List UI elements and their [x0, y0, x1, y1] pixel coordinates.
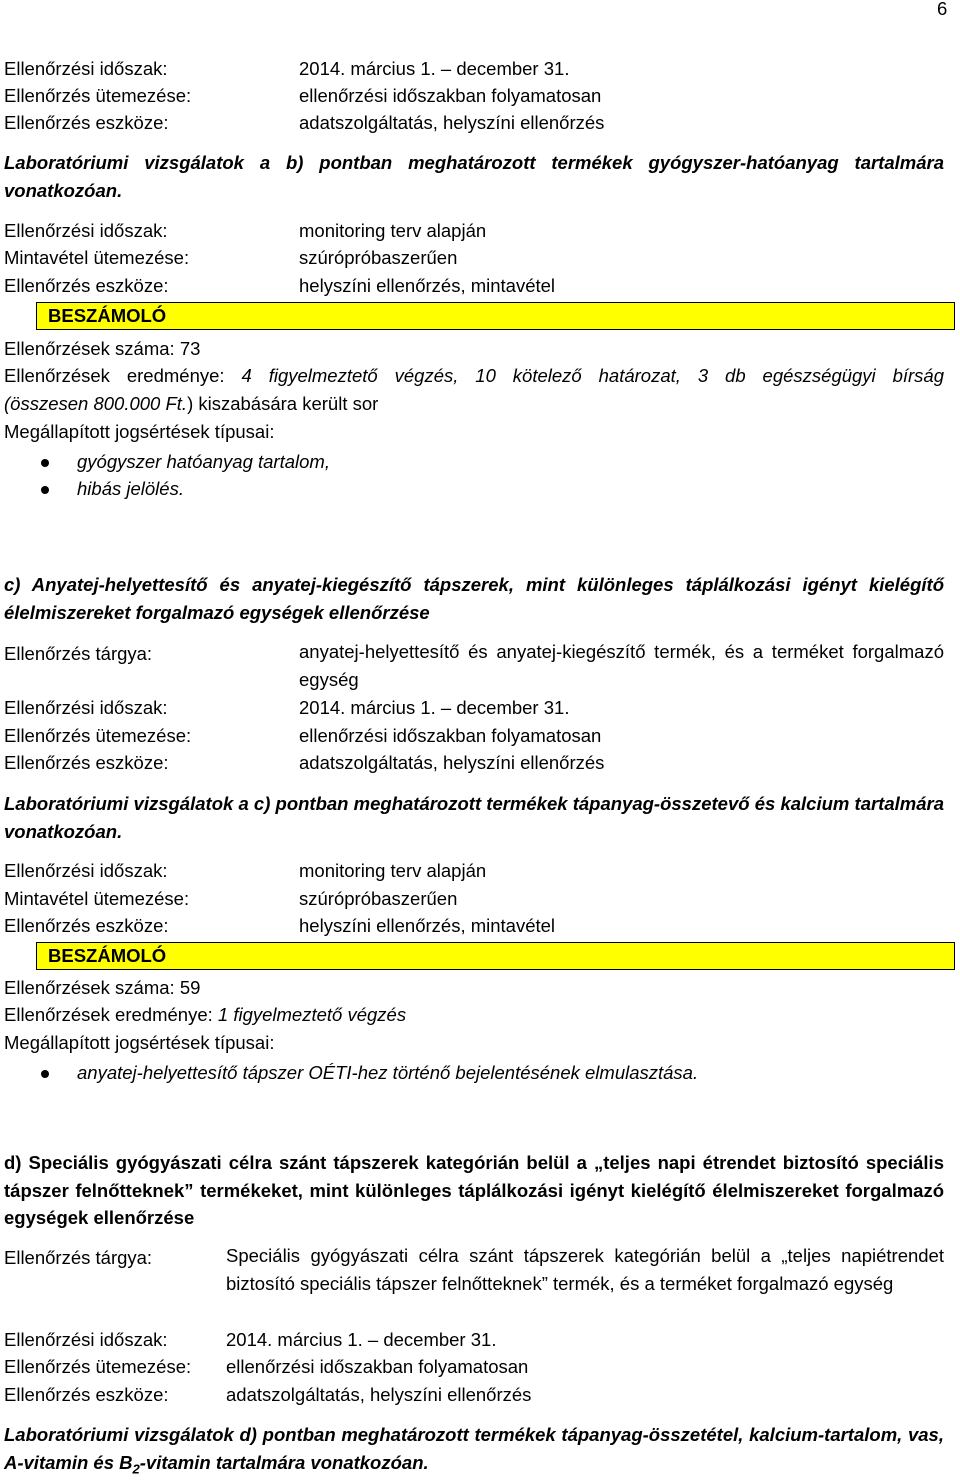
section-c-heading: c) Anyatej-helyettesítő és anyatej-kiegészítő tápszerek, mint különleges táplálkozási igényt kielégítő élelmiszereket forgalmazó egységek ellenőrzése	[4, 574, 944, 623]
schedule-label: Ellenőrzés ütemezése:	[4, 85, 192, 106]
page-number: 6	[937, 0, 948, 19]
period-label: Ellenőrzési időszak:	[4, 58, 168, 79]
lab-b-period-label: Ellenőrzési időszak:	[4, 220, 168, 241]
report-banner	[36, 302, 955, 330]
c-inspection-count: Ellenőrzések száma: 59	[4, 977, 201, 998]
d-tool-label: Ellenőrzés eszköze:	[4, 1384, 169, 1405]
inspection-count: Ellenőrzések száma: 73	[4, 338, 201, 359]
violation-item: hibás jelölés.	[77, 478, 184, 499]
violation-item: anyatej-helyettesítő tápszer OÉTI-hez történő bejelentésének elmulasztása.	[77, 1062, 699, 1083]
lab-b-tool-value: helyszíni ellenőrzés, mintavétel	[299, 275, 556, 296]
d-subject-value: Speciális gyógyászati célra szánt tápszerek kategórián belül a „teljes napiétrendet biztosító speciális tápszer felnőtteknek” termék, és a terméket forgalmazó egység	[226, 1245, 944, 1294]
c-lab-heading: Laboratóriumi vizsgálatok a c) pontban meghatározott termékek tápanyag-összetevő és kalcium tartalmára vonatkozóan.	[4, 793, 944, 842]
section-d-heading: d) Speciális gyógyászati célra szánt tápszerek kategórián belül a „teljes napi étrendet biztosító speciális tápszer felnőtteknek” termékeket, mint különleges táplálkozási igényt kielégítő élelmiszereket forgalmazó egységek ellenőrzése	[4, 1152, 944, 1228]
lab-b-heading: Laboratóriumi vizsgálatok a b) pontban meghatározott termékek gyógyszer-hatóanyag tartalmára vonatkozóan.	[4, 152, 944, 201]
tool-label: Ellenőrzés eszköze:	[4, 112, 169, 133]
report-banner	[36, 942, 955, 970]
c-tool-value: adatszolgáltatás, helyszíni ellenőrzés	[299, 752, 605, 773]
d-schedule-label: Ellenőrzés ütemezése:	[4, 1356, 192, 1377]
c-lab-period-value: monitoring terv alapján	[299, 860, 487, 881]
d-tool-value: adatszolgáltatás, helyszíni ellenőrzés	[226, 1384, 532, 1405]
report-title: BESZÁMOLÓ	[48, 305, 167, 326]
tool-value: adatszolgáltatás, helyszíni ellenőrzés	[299, 112, 605, 133]
c-violations-label: Megállapított jogsértések típusai:	[4, 1032, 275, 1053]
c-lab-tool-label: Ellenőrzés eszköze:	[4, 915, 169, 936]
c-inspection-results: Ellenőrzések eredménye: 1 figyelmeztető végzés	[4, 1004, 407, 1025]
c-tool-label: Ellenőrzés eszköze:	[4, 752, 169, 773]
report-title: BESZÁMOLÓ	[48, 945, 167, 966]
c-lab-sampling-value: szúrópróbaszerűen	[299, 888, 458, 909]
c-subject-value: anyatej-helyettesítő és anyatej-kiegészítő termék, és a terméket forgalmazó egység	[299, 641, 944, 690]
inspection-results-cont: (összesen 800.000 Ft.) kiszabására került sor	[4, 393, 379, 414]
c-subject-label: Ellenőrzés tárgya:	[4, 643, 153, 664]
lab-b-sampling-value: szúrópróbaszerűen	[299, 247, 458, 268]
c-schedule-label: Ellenőrzés ütemezése:	[4, 725, 192, 746]
d-lab-heading: Laboratóriumi vizsgálatok d) pontban meghatározott termékek tápanyag-összetétel, kalcium-tartalom, vas, A-vitamin és $B_2$-vitamin tartalmára vonatkozóan.	[4, 1424, 944, 1477]
c-lab-period-label: Ellenőrzési időszak:	[4, 860, 168, 881]
c-lab-sampling-label: Mintavétel ütemezése:	[4, 888, 190, 909]
d-subject-label: Ellenőrzés tárgya:	[4, 1247, 153, 1268]
violation-item: gyógyszer hatóanyag tartalom,	[77, 451, 330, 472]
violations-label: Megállapított jogsértések típusai:	[4, 421, 275, 442]
c-lab-tool-value: helyszíni ellenőrzés, mintavétel	[299, 915, 556, 936]
lab-b-sampling-label: Mintavétel ütemezése:	[4, 247, 190, 268]
c-period-value: 2014. március 1. – december 31.	[299, 697, 570, 718]
c-period-label: Ellenőrzési időszak:	[4, 697, 168, 718]
d-period-label: Ellenőrzési időszak:	[4, 1329, 168, 1350]
bullet-icon	[41, 486, 49, 494]
period-value: 2014. március 1. – december 31.	[299, 58, 570, 79]
bullet-icon	[41, 1070, 49, 1078]
d-period-value: 2014. március 1. – december 31.	[226, 1329, 497, 1350]
schedule-value: ellenőrzési időszakban folyamatosan	[299, 85, 602, 106]
d-schedule-value: ellenőrzési időszakban folyamatosan	[226, 1356, 529, 1377]
bullet-icon	[41, 459, 49, 467]
c-schedule-value: ellenőrzési időszakban folyamatosan	[299, 725, 602, 746]
lab-b-period-value: monitoring terv alapján	[299, 220, 487, 241]
inspection-results: Ellenőrzések eredménye: 4 figyelmeztető végzés, 10 kötelező határozat, 3 db egészségügyi bírság	[4, 365, 945, 386]
lab-b-tool-label: Ellenőrzés eszköze:	[4, 275, 169, 296]
